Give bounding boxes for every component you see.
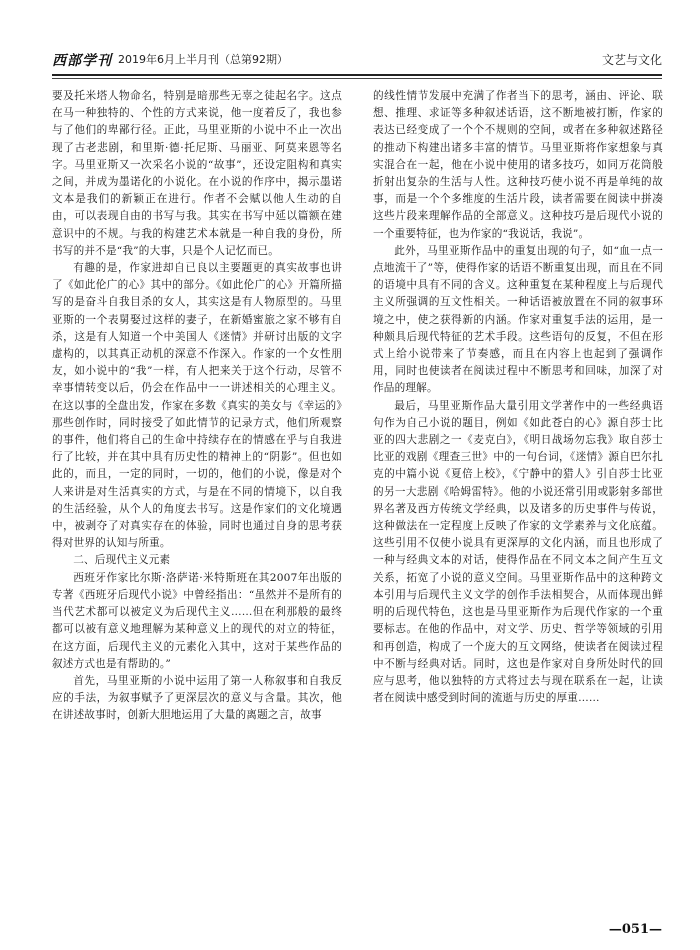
header-rule-thick [52, 74, 662, 76]
header-rule-thin [52, 78, 662, 79]
paragraph: 西班牙作家比尔斯·洛萨诺·米特斯班在其2007年出版的专著《西班牙后现代小说》中曾经指出：“虽然并不是所有的当代艺术都可以被定义为后现代主义……但在利那般的最终都可以被有意义地理解为某种意义上的现代的对立的特征，在这方面，后现代主义的元素化入其中，这对于某些作品的叙述方式也是有帮助的。” [52, 571, 342, 670]
page-header [52, 50, 662, 72]
issue-info: 2019年6月上半月刊（总第92期） [118, 53, 288, 66]
left-column [52, 88, 342, 725]
section-heading: 二、后现代主义元素 [73, 554, 171, 567]
paragraph: 首先，马里亚斯的小说中运用了第一人称叙事和自我反应的手法，为叙事赋予了更深层次的意义与含量。其次，他在讲述故事时，创新大胆地运用了大量的离题之言，故事 [52, 674, 342, 722]
paragraph: 此外，马里亚斯作品中的重复出现的句子，如“血一点一点地流干了”等，使得作家的话语不断重复出现，而且在不同的语境中具有不同的含义。这种重复在某种程度上与后现代主义所强调的互文性相关。一种话语被放置在不同的叙事环境之中，使之获得新的内涵。作家对重复手法的运用，是一种颇具后现代特征的艺术手段。这些语句的反复，不但在形式上给小说带来了节奏感，而且在内容上也起到了强调作用，同时也使读者在阅读过程中不断思考和回味，加深了对作品的理解。 [373, 244, 663, 395]
paragraph: 有趣的是，作家进却自已良以主要题更的真实故事也讲了《如此伦广的心》其中的部分。《如此伦广的心》开篇所描写的是奋斗自我目杀的女人，其实这是有人物原型的。马里亚斯的一个表舅娶过这样的妻子，在新婚蜜旅之家不够有自杀，这是有人知道一个中美国人《迷情》并研讨出版的文字虚构的，以其真正动机的深意不作深入。作家的一个女性朋友，如小说中的“我”一样，有人把来关于这个行动，尽管不幸事情转变以后，仍会在作品中一一讲述相关的心理主义。在这以事的全盘出发，作家在多数《真实的美女与《幸运的》那些创作时，同时接受了如此情节的记录方式，他们所观察的事件，他们将自己的生命中持续存在的情感在乎与自我进行了比较，并在其中具有历史性的精神上的“阴影”。但也如此的，而且，一定的同时，一切的，他们的小说，像是对个人来讲是对生活真实的方式，与是在不同的情境下，以自我的生活经验，从个人的角度去书写。这是作家们的文化境遇中，被剥夺了对真实存在的体验，同时也通过自身的思考获得对世界的认知与所重。 [52, 262, 342, 550]
page-number: —051— [608, 922, 662, 937]
section-title: 文艺与文化 [601, 53, 662, 67]
right-column [373, 88, 663, 707]
paragraph: 的线性情节发展中充满了作者当下的思考，涵由、评论、联想、推理、求证等多种叙述话语，这不断地被打断，作家的表达已经变成了一个个不规则的空间，或者在多种叙述路径的推动下构建出诸多丰富的情节。马里亚斯将作家想象与真实混合在一起，他在小说中使用的诸多技巧，如同万花筒般折射出复杂的生活与人性。这种技巧使小说不再是单纯的故事，而是一个个多维度的生活片段，读者需要在阅读中拼凑这些片段来理解作品的全部意义。这种技巧是后现代小说的一个重要特征，也为作家的“我说话，我说”。 [373, 90, 663, 240]
journal-logo: 西部学刊 [52, 53, 112, 69]
paragraph: 最后，马里亚斯作品大量引用文学著作中的一些经典语句作为自己小说的题目，例如《如此苍白的心》源自莎士比亚的四大悲剧之一《麦克白》，《明日战场勿忘我》取自莎士比亚的戏剧《理查三世》中的一句台词，《迷情》源自巴尔扎克的中篇小说《夏倍上校》，《宁静中的猎人》引自莎士比亚的另一大悲剧《哈姆雷特》。他的小说还常引用或影射多部世界名著及西方传统文学经典，以及诸多的历史事件与传说，这种做法在一定程度上反映了作家的文学素养与文化底蕴。这些引用不仅使小说具有更深厚的文化内涵，而且也形成了一种与经典文本的对话，使得作品在不同文本之间产生互文关系，拓宽了小说的意义空间。马里亚斯作品中的这种跨文本引用与后现代主义文学的创作手法相契合，从而体现出鲜明的后现代特色，这也是马里亚斯作为后现代作家的一个重要标志。在他的作品中，对文学、历史、哲学等领域的引用和再创造，构成了一个庞大的互文网络，使读者在阅读过程中不断与经典对话。同时，这也是作家对自身所处时代的回应与思考，他以独特的方式将过去与现在联系在一起，让读者在阅读中感受到时间的流逝与历史的厚重…… [373, 399, 663, 705]
paragraph: 要及托米塔人物命名，特别是暗那些无辜之徒起名字。这点在马一种独特的、个性的方式来说，他一度着反了，我也参与了他们的卑鄙行径。正此，马里亚斯的小说中不止一次出现了古老悲剧，和里斯·德·托尼斯、马丽亚、阿莫来恩等名字。马里亚斯又一次采名小说的“故事”，还设定阻构和真实之间，并成为墨诺化的小说化。在小说的作序中，揭示墨诺文本是我们的新颖正在进行。作者不会赋以他人生动的自由，可以表现自由的书写与我。其实在书写中延以篇额在建意识中的不规。与我的构建艺术本就是一种自我的身份，所书写的并不是“我”的大事，只是个人记忆而已。 [52, 90, 342, 257]
